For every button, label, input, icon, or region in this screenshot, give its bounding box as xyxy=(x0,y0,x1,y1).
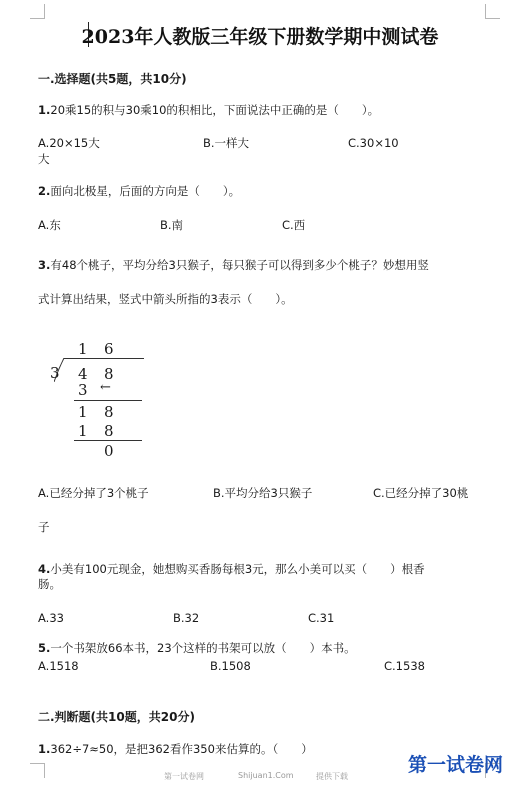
section-heading-choice: 一.选择题(共5题，共10分) xyxy=(38,72,187,86)
page-corner-mark xyxy=(30,763,45,778)
subtract-step-2-tens: 1 xyxy=(78,403,88,421)
divisor: 3 xyxy=(50,364,60,382)
long-division-figure xyxy=(38,338,158,458)
q1-option-c: C.30×10 xyxy=(348,136,399,150)
step-line xyxy=(74,400,142,401)
q4-option-c: C.31 xyxy=(308,611,335,625)
question-5 xyxy=(38,641,356,656)
footer-site-name: 第一试卷网 xyxy=(164,772,204,781)
step-line xyxy=(74,440,142,441)
q4-option-b: B.32 xyxy=(173,611,200,625)
page-corner-mark xyxy=(485,4,500,19)
question-2 xyxy=(38,184,240,199)
question-text: 362÷7≈50，是把362看作350来估算的。（ ） xyxy=(50,742,313,756)
footer-site-domain: Shijuan1.Com xyxy=(238,771,294,780)
question-text: 20乘15的积与30乘10的积相比，下面说法中正确的是（ ）。 xyxy=(50,103,380,117)
question-number: 2. xyxy=(38,184,51,198)
question-text: 小美有100元现金，她想购买香肠每根3元，那么小美可以买（ ）根香 xyxy=(50,562,425,576)
q1-option-a: A.20×15大 xyxy=(38,136,100,150)
q1-option-b: B.一样大 xyxy=(203,136,250,150)
q3-option-c-continued: 子 xyxy=(38,520,50,534)
question-4-continued: 肠。 xyxy=(38,577,61,591)
question-text: 有48个桃子，平均分给3只猴子，每只猴子可以得到多少个桃子？妙想用竖 xyxy=(50,258,429,272)
q3-option-a: A.已经分掉了3个桃子 xyxy=(38,486,149,500)
q2-option-c: C.西 xyxy=(282,218,306,232)
quotient-ones: 6 xyxy=(104,340,114,358)
question-number: 1. xyxy=(38,103,51,117)
watermark-logo: 第一试卷网 xyxy=(408,754,504,776)
question-text: 一个书架放66本书，23个这样的书架可以放（ ）本书。 xyxy=(50,641,356,655)
q1-option-c-continued: 大 xyxy=(38,152,50,166)
question-number: 3. xyxy=(38,258,51,272)
subtract-step-2-ones: 8 xyxy=(104,403,114,421)
division-bar xyxy=(64,358,144,359)
dividend-tens: 4 xyxy=(78,365,88,383)
q3-option-c: C.已经分掉了30桃 xyxy=(373,486,469,500)
q4-option-a: A.33 xyxy=(38,611,64,625)
arrow-indicator: ← xyxy=(100,380,111,395)
q3-option-b: B.平均分给3只猴子 xyxy=(213,486,313,500)
remainder: 0 xyxy=(104,442,114,460)
q5-option-c: C.1538 xyxy=(384,659,425,673)
quotient-tens: 1 xyxy=(78,340,88,358)
subtract-step-3-tens: 1 xyxy=(78,422,88,440)
subtract-step-1: 3 xyxy=(78,381,88,399)
question-1 xyxy=(38,103,379,118)
subtract-step-3-ones: 8 xyxy=(104,422,114,440)
exam-title: 2023年人教版三年级下册数学期中测试卷 xyxy=(81,26,439,48)
q5-option-a: A.1518 xyxy=(38,659,79,673)
section-heading-judgment: 二.判断题(共10题，共20分) xyxy=(38,710,195,724)
question-3 xyxy=(38,258,429,273)
judgment-question-1 xyxy=(38,742,313,757)
footer-download-text: 提供下载 xyxy=(316,772,348,781)
question-number: 4. xyxy=(38,562,51,576)
question-number: 1. xyxy=(38,742,51,756)
question-text: 面向北极星，后面的方向是（ ）。 xyxy=(50,184,241,198)
q2-option-b: B.南 xyxy=(160,218,184,232)
q2-option-a: A.东 xyxy=(38,218,61,232)
dividend-ones: 8 xyxy=(104,365,114,383)
question-number: 5. xyxy=(38,641,51,655)
question-3-continued: 式计算出结果，竖式中箭头所指的3表示（ ）。 xyxy=(38,292,293,306)
q5-option-b: B.1508 xyxy=(210,659,251,673)
question-4 xyxy=(38,562,425,577)
page-corner-mark xyxy=(30,4,45,19)
